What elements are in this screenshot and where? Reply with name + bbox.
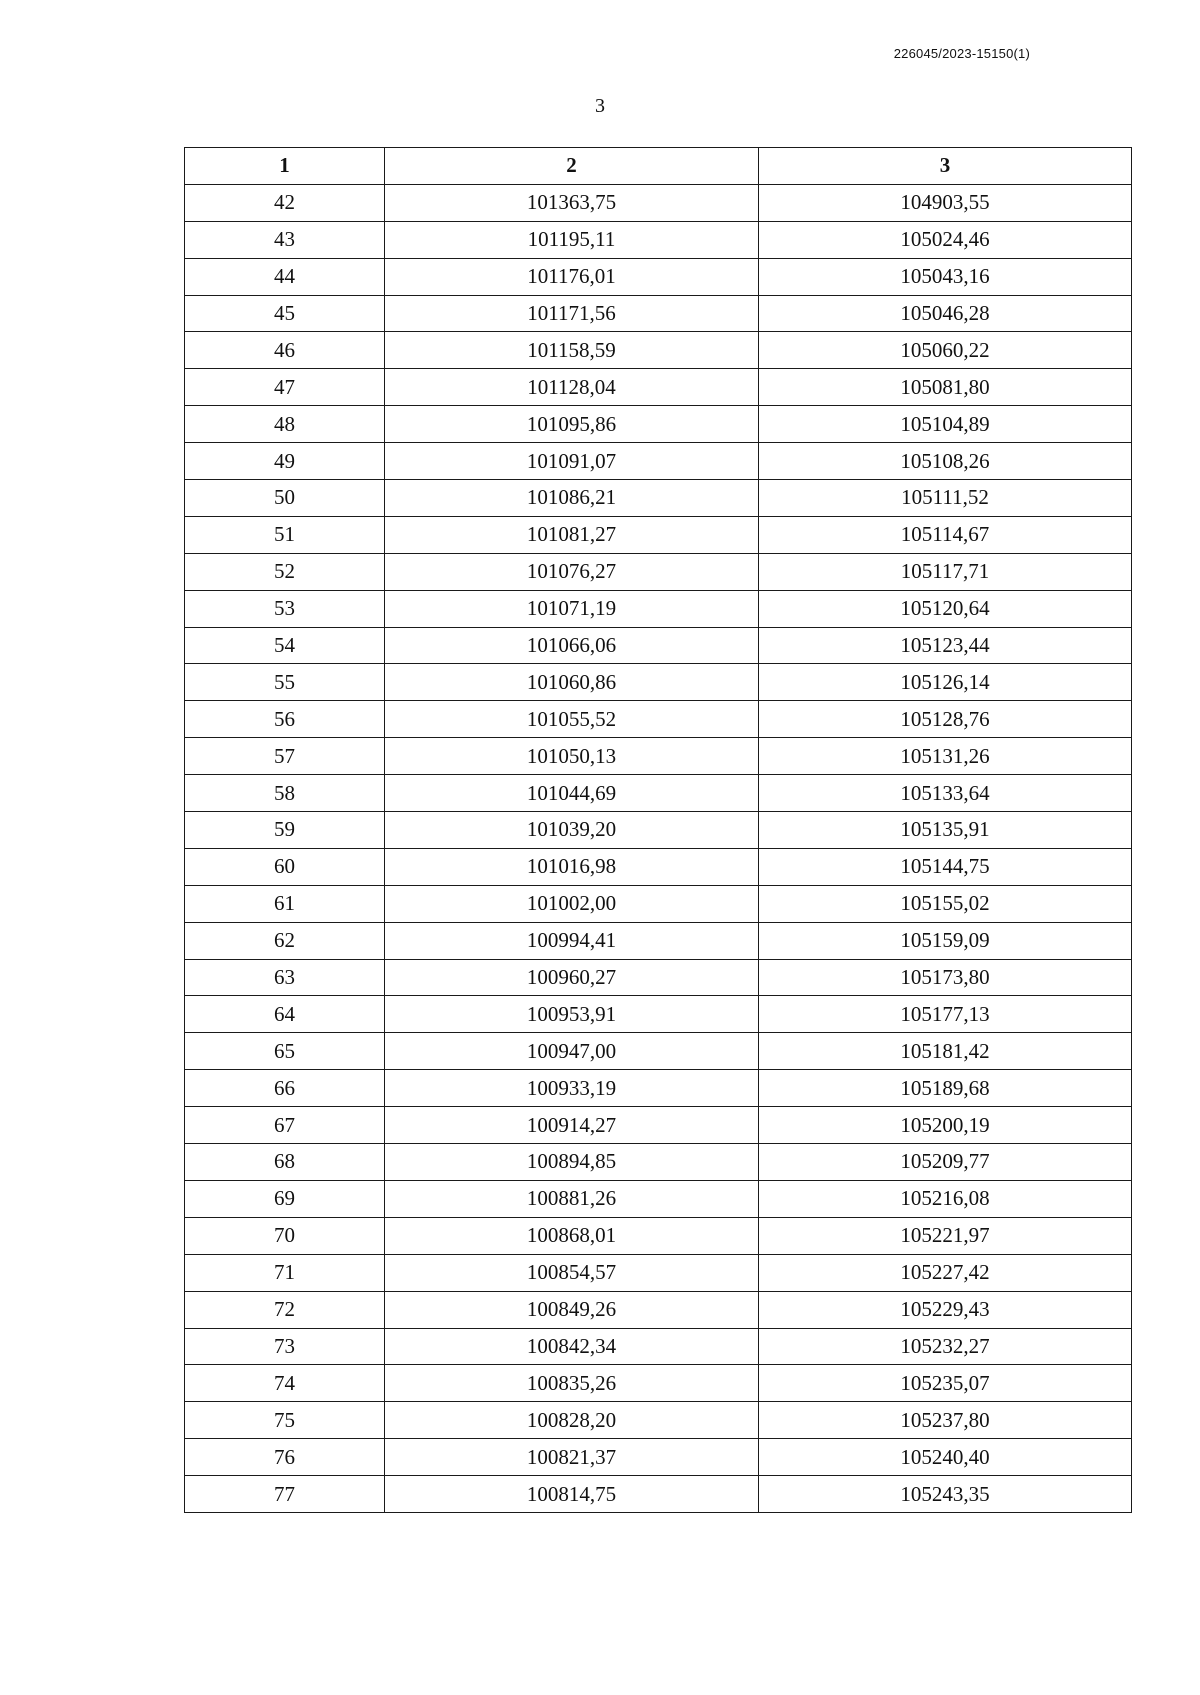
x-coordinate-cell: 101060,86: [385, 664, 759, 701]
table-row: [185, 885, 1132, 922]
table-row: [185, 1328, 1132, 1365]
x-coordinate-cell: 100947,00: [385, 1033, 759, 1070]
table-row: [185, 738, 1132, 775]
table-row: [185, 775, 1132, 812]
point-number-cell: 75: [185, 1402, 385, 1439]
x-coordinate-cell: 101050,13: [385, 738, 759, 775]
table-row: [185, 1291, 1132, 1328]
y-coordinate-cell: 105232,27: [759, 1328, 1132, 1365]
x-coordinate-cell: 100894,85: [385, 1144, 759, 1181]
x-coordinate-cell: 100814,75: [385, 1476, 759, 1513]
table-row: [185, 1144, 1132, 1181]
table-row: [185, 184, 1132, 221]
y-coordinate-cell: 105243,35: [759, 1476, 1132, 1513]
point-number-cell: 74: [185, 1365, 385, 1402]
y-coordinate-cell: 105111,52: [759, 480, 1132, 517]
y-coordinate-cell: 105209,77: [759, 1144, 1132, 1181]
x-coordinate-cell: 100933,19: [385, 1070, 759, 1107]
y-coordinate-cell: 105229,43: [759, 1291, 1132, 1328]
point-number-cell: 61: [185, 885, 385, 922]
x-coordinate-cell: 100849,26: [385, 1291, 759, 1328]
y-coordinate-cell: 105159,09: [759, 922, 1132, 959]
x-coordinate-cell: 100881,26: [385, 1180, 759, 1217]
table-row: [185, 1476, 1132, 1513]
x-coordinate-cell: 101176,01: [385, 258, 759, 295]
x-coordinate-cell: 100914,27: [385, 1107, 759, 1144]
x-coordinate-cell: 100821,37: [385, 1439, 759, 1476]
table-row: [185, 516, 1132, 553]
table-row: [185, 553, 1132, 590]
y-coordinate-cell: 105173,80: [759, 959, 1132, 996]
x-coordinate-cell: 101195,11: [385, 221, 759, 258]
coordinates-table-container: [184, 147, 1131, 1513]
x-coordinate-cell: 101095,86: [385, 406, 759, 443]
point-number-cell: 51: [185, 516, 385, 553]
table-row: [185, 295, 1132, 332]
point-number-cell: 47: [185, 369, 385, 406]
x-coordinate-cell: 101128,04: [385, 369, 759, 406]
point-number-cell: 42: [185, 184, 385, 221]
x-coordinate-cell: 100953,91: [385, 996, 759, 1033]
y-coordinate-cell: 105123,44: [759, 627, 1132, 664]
x-coordinate-cell: 101086,21: [385, 480, 759, 517]
document-reference-number: 226045/2023-15150(1): [893, 46, 1030, 61]
x-coordinate-cell: 100828,20: [385, 1402, 759, 1439]
column-header-3: 3: [759, 148, 1132, 185]
x-coordinate-cell: 100960,27: [385, 959, 759, 996]
y-coordinate-cell: 105126,14: [759, 664, 1132, 701]
table-row: [185, 1254, 1132, 1291]
x-coordinate-cell: 101171,56: [385, 295, 759, 332]
point-number-cell: 68: [185, 1144, 385, 1181]
y-coordinate-cell: 105114,67: [759, 516, 1132, 553]
x-coordinate-cell: 100868,01: [385, 1217, 759, 1254]
x-coordinate-cell: 101081,27: [385, 516, 759, 553]
x-coordinate-cell: 101091,07: [385, 443, 759, 480]
table-row: [185, 1033, 1132, 1070]
table-row: [185, 959, 1132, 996]
y-coordinate-cell: 105104,89: [759, 406, 1132, 443]
y-coordinate-cell: 105155,02: [759, 885, 1132, 922]
point-number-cell: 52: [185, 553, 385, 590]
table-row: [185, 1217, 1132, 1254]
y-coordinate-cell: 105135,91: [759, 812, 1132, 849]
table-row: [185, 480, 1132, 517]
y-coordinate-cell: 105221,97: [759, 1217, 1132, 1254]
point-number-cell: 77: [185, 1476, 385, 1513]
table-header-row: [185, 148, 1132, 185]
table-body: [185, 184, 1132, 1512]
table-row: [185, 1402, 1132, 1439]
x-coordinate-cell: 101055,52: [385, 701, 759, 738]
point-number-cell: 63: [185, 959, 385, 996]
point-number-cell: 46: [185, 332, 385, 369]
y-coordinate-cell: 105216,08: [759, 1180, 1132, 1217]
point-number-cell: 73: [185, 1328, 385, 1365]
table-row: [185, 590, 1132, 627]
x-coordinate-cell: 100994,41: [385, 922, 759, 959]
y-coordinate-cell: 105227,42: [759, 1254, 1132, 1291]
point-number-cell: 65: [185, 1033, 385, 1070]
y-coordinate-cell: 105108,26: [759, 443, 1132, 480]
column-header-1: 1: [185, 148, 385, 185]
y-coordinate-cell: 105200,19: [759, 1107, 1132, 1144]
table-row: [185, 1180, 1132, 1217]
y-coordinate-cell: 105060,22: [759, 332, 1132, 369]
point-number-cell: 64: [185, 996, 385, 1033]
table-row: [185, 258, 1132, 295]
x-coordinate-cell: 101363,75: [385, 184, 759, 221]
table-row: [185, 221, 1132, 258]
y-coordinate-cell: 105235,07: [759, 1365, 1132, 1402]
point-number-cell: 54: [185, 627, 385, 664]
point-number-cell: 50: [185, 480, 385, 517]
x-coordinate-cell: 101044,69: [385, 775, 759, 812]
y-coordinate-cell: 105046,28: [759, 295, 1132, 332]
point-number-cell: 55: [185, 664, 385, 701]
point-number-cell: 60: [185, 848, 385, 885]
y-coordinate-cell: 104903,55: [759, 184, 1132, 221]
coordinates-table: [184, 147, 1132, 1513]
point-number-cell: 44: [185, 258, 385, 295]
table-row: [185, 996, 1132, 1033]
table-row: [185, 332, 1132, 369]
y-coordinate-cell: 105128,76: [759, 701, 1132, 738]
table-row: [185, 627, 1132, 664]
table-row: [185, 1365, 1132, 1402]
point-number-cell: 59: [185, 812, 385, 849]
point-number-cell: 72: [185, 1291, 385, 1328]
y-coordinate-cell: 105133,64: [759, 775, 1132, 812]
y-coordinate-cell: 105043,16: [759, 258, 1132, 295]
point-number-cell: 43: [185, 221, 385, 258]
y-coordinate-cell: 105081,80: [759, 369, 1132, 406]
point-number-cell: 69: [185, 1180, 385, 1217]
y-coordinate-cell: 105131,26: [759, 738, 1132, 775]
x-coordinate-cell: 100842,34: [385, 1328, 759, 1365]
x-coordinate-cell: 101039,20: [385, 812, 759, 849]
x-coordinate-cell: 101076,27: [385, 553, 759, 590]
table-row: [185, 848, 1132, 885]
y-coordinate-cell: 105144,75: [759, 848, 1132, 885]
point-number-cell: 56: [185, 701, 385, 738]
y-coordinate-cell: 105189,68: [759, 1070, 1132, 1107]
x-coordinate-cell: 101158,59: [385, 332, 759, 369]
point-number-cell: 76: [185, 1439, 385, 1476]
point-number-cell: 67: [185, 1107, 385, 1144]
point-number-cell: 71: [185, 1254, 385, 1291]
point-number-cell: 49: [185, 443, 385, 480]
table-row: [185, 1439, 1132, 1476]
x-coordinate-cell: 101071,19: [385, 590, 759, 627]
table-row: [185, 1070, 1132, 1107]
point-number-cell: 62: [185, 922, 385, 959]
y-coordinate-cell: 105240,40: [759, 1439, 1132, 1476]
point-number-cell: 48: [185, 406, 385, 443]
page-number: 3: [595, 95, 605, 117]
point-number-cell: 57: [185, 738, 385, 775]
x-coordinate-cell: 101066,06: [385, 627, 759, 664]
table-row: [185, 406, 1132, 443]
table-row: [185, 369, 1132, 406]
table-row: [185, 1107, 1132, 1144]
y-coordinate-cell: 105237,80: [759, 1402, 1132, 1439]
table-row: [185, 664, 1132, 701]
x-coordinate-cell: 100835,26: [385, 1365, 759, 1402]
x-coordinate-cell: 101016,98: [385, 848, 759, 885]
y-coordinate-cell: 105024,46: [759, 221, 1132, 258]
y-coordinate-cell: 105120,64: [759, 590, 1132, 627]
column-header-2: 2: [385, 148, 759, 185]
point-number-cell: 45: [185, 295, 385, 332]
table-row: [185, 701, 1132, 738]
x-coordinate-cell: 100854,57: [385, 1254, 759, 1291]
y-coordinate-cell: 105181,42: [759, 1033, 1132, 1070]
point-number-cell: 66: [185, 1070, 385, 1107]
table-row: [185, 812, 1132, 849]
point-number-cell: 58: [185, 775, 385, 812]
point-number-cell: 53: [185, 590, 385, 627]
point-number-cell: 70: [185, 1217, 385, 1254]
table-row: [185, 443, 1132, 480]
y-coordinate-cell: 105117,71: [759, 553, 1132, 590]
table-row: [185, 922, 1132, 959]
y-coordinate-cell: 105177,13: [759, 996, 1132, 1033]
x-coordinate-cell: 101002,00: [385, 885, 759, 922]
